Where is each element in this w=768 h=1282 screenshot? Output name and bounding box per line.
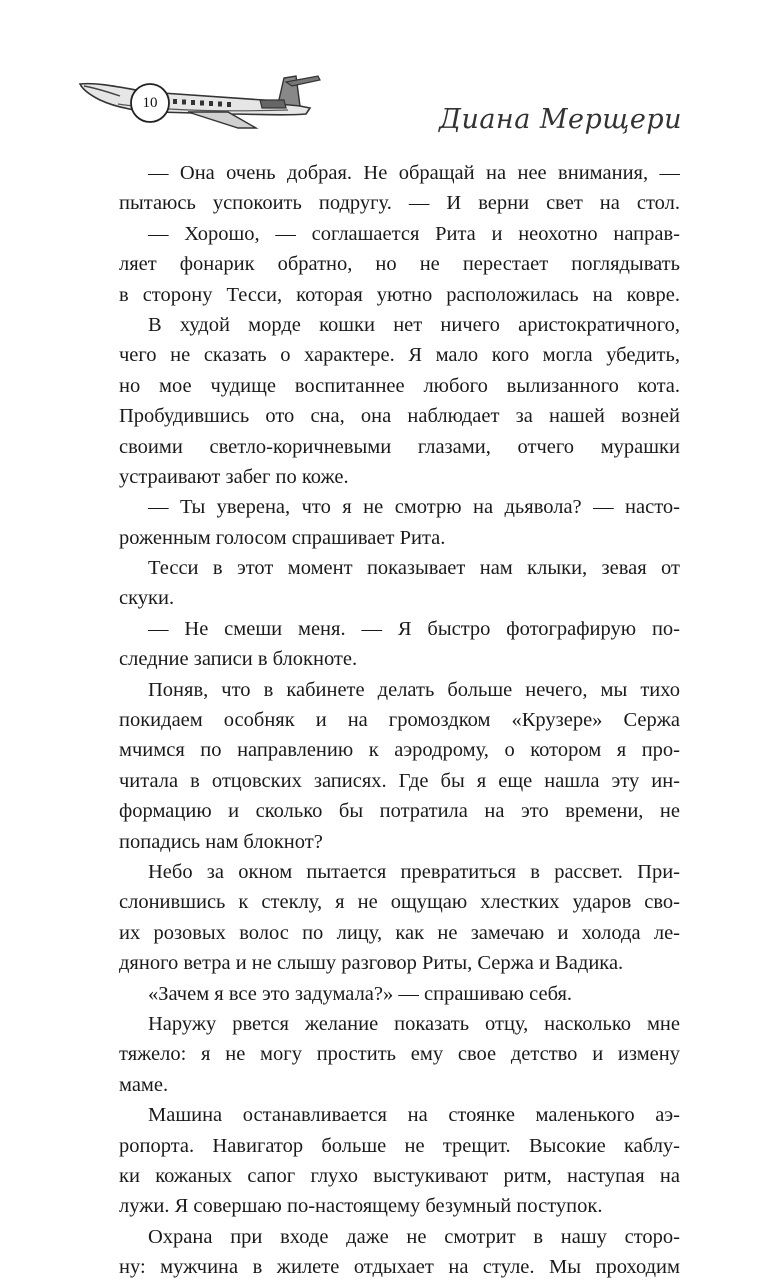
text-line: Машина останавливается на стоянке маленького аэ- xyxy=(148,1104,680,1127)
text-line: но мое чудище воспитаннее любого вылизанного кота. xyxy=(119,374,680,397)
text-line: в сторону Тесси, которая уютно расположилась на ковре. xyxy=(119,283,680,306)
text-line: формацию и сколько бы потратила на это времени, не xyxy=(119,800,680,823)
text-line: своими светло-коричневыми глазами, отчего мурашки xyxy=(119,435,680,458)
text-line: ки кожаных сапог глухо выстукивают ритм, наступая на xyxy=(119,1164,680,1187)
text-line: Наружу рвется желание показать отцу, насколько мне xyxy=(148,1012,680,1035)
text-line: устраивают забег по коже. xyxy=(119,465,349,488)
text-line: — Хорошо, — соглашается Рита и неохотно направ- xyxy=(148,222,680,245)
text-line: мчимся по направлению к аэродрому, о котором я про- xyxy=(119,739,680,762)
text-line: пытаюсь успокоить подругу. — И верни свет на стол. xyxy=(119,192,680,215)
text-line: Охрана при входе даже не смотрит в нашу сторо- xyxy=(148,1225,680,1248)
text-line: Пробудившись ото сна, она наблюдает за нашей возней xyxy=(119,405,680,428)
body-text xyxy=(119,158,680,1282)
text-line: дяного ветра и не слышу разговор Риты, Сержа и Вадика. xyxy=(119,952,624,975)
text-line: роженным голосом спрашивает Рита. xyxy=(119,526,446,549)
airplane-icon xyxy=(78,70,323,132)
running-head-author: Диана Мерщери xyxy=(439,104,682,135)
text-line: скуки. xyxy=(119,587,175,610)
text-line: следние записи в блокноте. xyxy=(119,648,358,671)
page-header xyxy=(0,0,768,150)
text-line: — Ты уверена, что я не смотрю на дьявола? — насто- xyxy=(148,496,680,519)
text-line: попадись нам блокнот? xyxy=(119,830,323,853)
text-line: маме. xyxy=(119,1073,169,1096)
text-line: покидаем особняк и на громоздком «Крузере» Сержа xyxy=(119,709,680,732)
text-line: ропорта. Навигатор больше не трещит. Высокие каблу- xyxy=(119,1134,680,1157)
text-line: их розовых волос по лицу, как не замечаю и холода ле- xyxy=(119,921,680,944)
text-line: ну: мужчина в жилете отдыхает на стуле. Мы проходим xyxy=(119,1256,680,1279)
text-line: «Зачем я все это задумала?» — спрашиваю себя. xyxy=(148,982,573,1005)
text-line: тяжело: я не могу простить ему свое детство и измену xyxy=(119,1043,680,1066)
text-line: лужи. Я совершаю по-настоящему безумный поступок. xyxy=(119,1195,603,1218)
text-line: В худой морде кошки нет ничего аристократичного, xyxy=(148,313,680,336)
page-number: 10 xyxy=(142,95,158,111)
text-line: ляет фонарик обратно, но не перестает поглядывать xyxy=(119,253,680,276)
text-line: читала в отцовских записях. Где бы я еще нашла эту ин- xyxy=(119,769,680,792)
text-line: Поняв, что в кабинете делать больше нечего, мы тихо xyxy=(148,678,680,701)
text-line: — Не смеши меня. — Я быстро фотографирую по- xyxy=(148,617,680,640)
text-line: Небо за окном пытается превратиться в рассвет. При- xyxy=(148,860,680,883)
text-line: Тесси в этот момент показывает нам клыки, зевая от xyxy=(148,557,680,580)
text-line: — Она очень добрая. Не обращай на нее внимания, — xyxy=(148,162,680,184)
text-line: чего не сказать о характере. Я мало кого могла убедить, xyxy=(119,344,680,367)
text-line: слонившись к стеклу, я не ощущаю хлестких ударов сво- xyxy=(119,891,680,914)
